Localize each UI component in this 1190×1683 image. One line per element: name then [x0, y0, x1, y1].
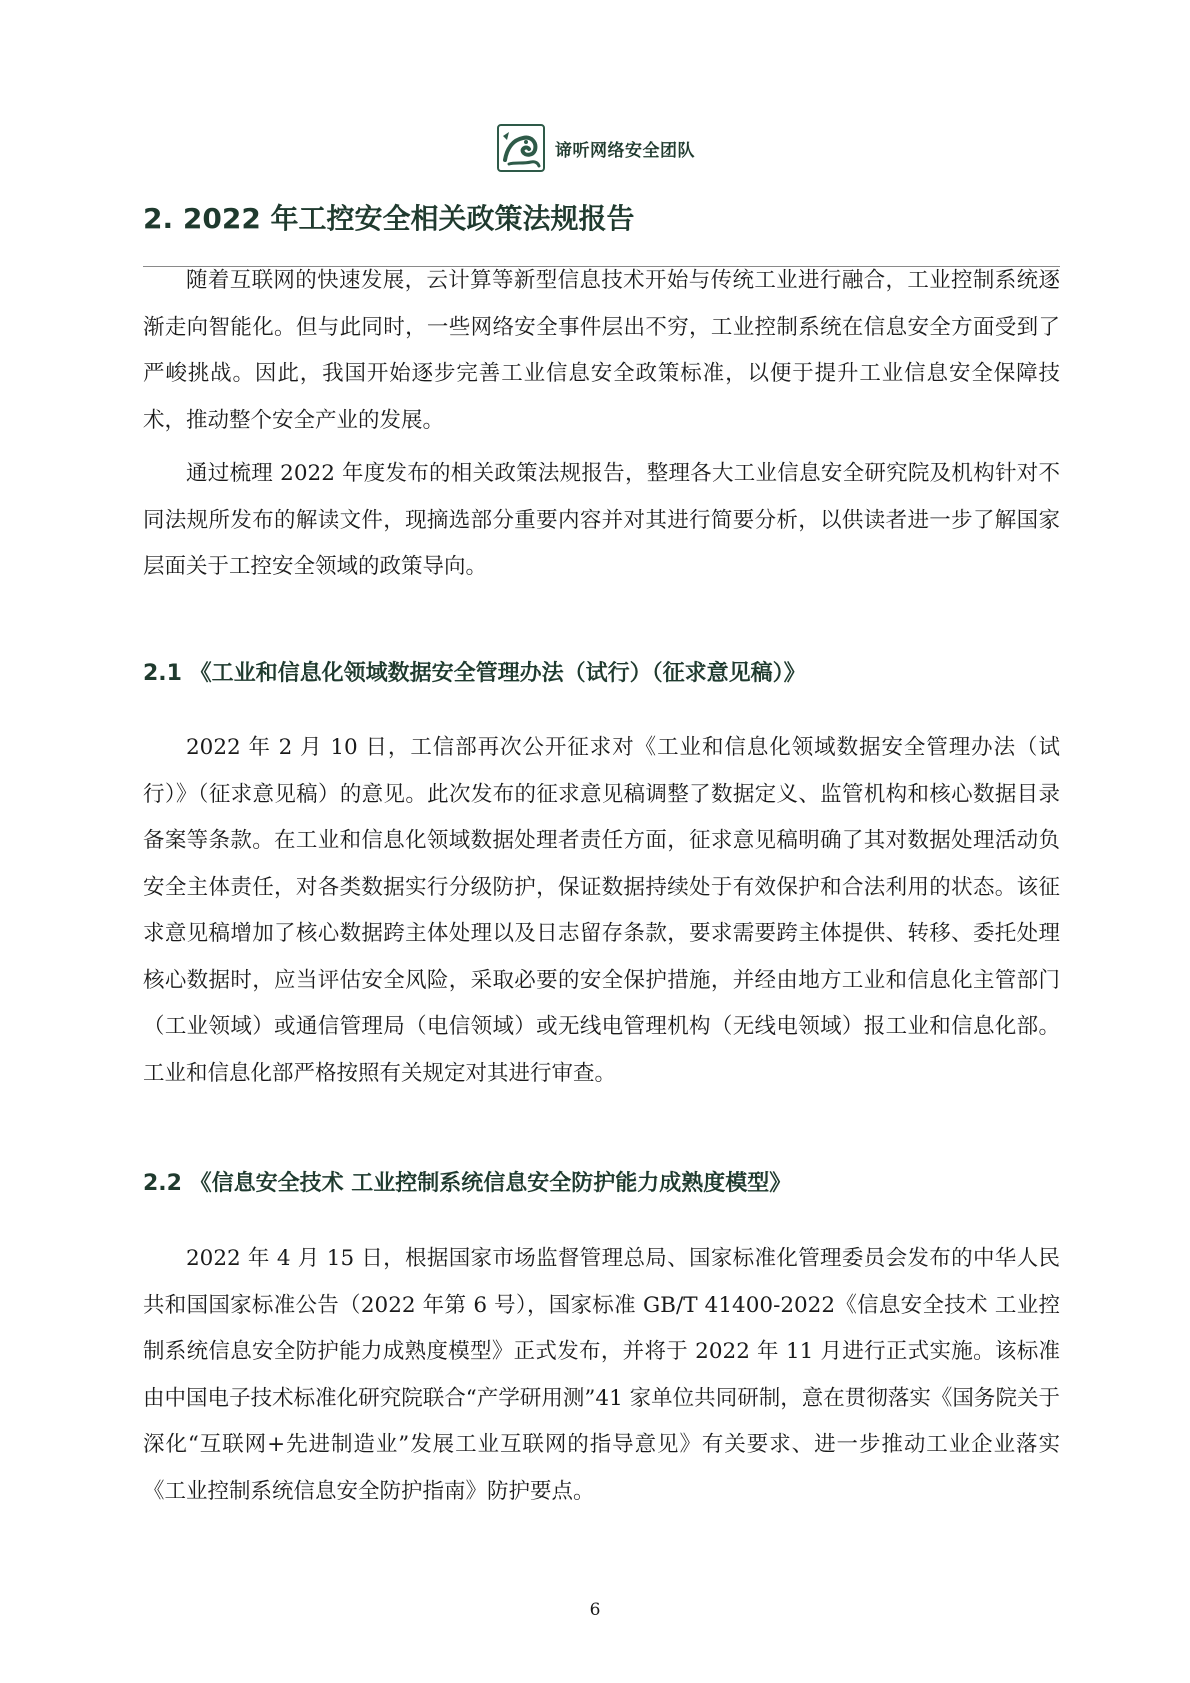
section-2-1-paragraph: 2022 年 2 月 10 日，工信部再次公开征求对《工业和信息化领域数据安全管理办法（试行）》（征求意见稿）的意见。此次发布的征求意见稿调整了数据定义、监管机构和核心数据目录备案等条款。在工业和信息化领域数据处理者责任方面，征求意见稿明确了其对数据处理活动负安全主体责任，对各类数据实行分级防护，保证数据持续处于有效保护和合法利用的状态。该征求意见稿增加了核心数据跨主体处理以及日志留存条款，要求需要跨主体提供、转移、委托处理核心数据时，应当评估安全风险，采取必要的安全保护措施，并经由地方工业和信息化主管部门（工业领域）或通信管理局（电信领域）或无线电管理机构（无线电领域）报工业和信息化部。工业和信息化部严格按照有关规定对其进行审查。 — [143, 735, 1060, 1086]
section-title-2-1: 2.1 《工业和信息化领域数据安全管理办法（试行）（征求意见稿）》 — [143, 661, 806, 686]
intro-paragraph-1-block — [143, 258, 1060, 444]
intro-paragraph-2: 通过梳理 2022 年度发布的相关政策法规报告，整理各大工业信息安全研究院及机构针对不同法规所发布的解读文件，现摘选部分重要内容并对其进行简要分析，以供读者进一步了解国家层面关于工控安全领域的政策导向。 — [143, 461, 1060, 579]
section-2-2-heading-block — [143, 1166, 1060, 1197]
intro-paragraph-1: 随着互联网的快速发展，云计算等新型信息技术开始与传统工业进行融合，工业控制系统逐渐走向智能化。但与此同时，一些网络安全事件层出不穷，工业控制系统在信息安全方面受到了严峻挑战。因此，我国开始逐步完善工业信息安全政策标准，以便于提升工业信息安全保障技术，推动整个安全产业的发展。 — [143, 268, 1060, 433]
section-2-2-paragraph: 2022 年 4 月 15 日，根据国家市场监督管理总局、国家标准化管理委员会发布的中华人民共和国国家标准公告（2022 年第 6 号），国家标准 GB/T 41400-2022《信息安全技术 工业控制系统信息安全防护能力成熟度模型》正式发布，并将于 2022 年 11 月进行正式实施。该标准由中国电子技术标准化研究院联合“产学研用测”41 家单位共同研制，意在贯彻落实《国务院关于深化“互联网+先进制造业”发展工业互联网的指导意见》有关要求、进一步推动工业企业落实《工业控制系统信息安全防护指南》防护要点。 — [143, 1246, 1060, 1504]
team-name: 谛听网络安全团队 — [555, 140, 695, 161]
dragon-seal-logo-icon — [495, 122, 547, 174]
chapter-title: 2. 2022 年工控安全相关政策法规报告 — [143, 202, 635, 235]
section-title-2-2: 2.2 《信息安全技术 工业控制系统信息安全防护能力成熟度模型》 — [143, 1171, 792, 1196]
section-2-2-body — [143, 1236, 1060, 1515]
section-2-1-heading-block — [143, 656, 1060, 687]
section-2-1-body — [143, 725, 1060, 1097]
page-header — [0, 120, 1190, 176]
page-number: 6 — [589, 1600, 601, 1620]
intro-paragraph-2-block — [143, 451, 1060, 591]
